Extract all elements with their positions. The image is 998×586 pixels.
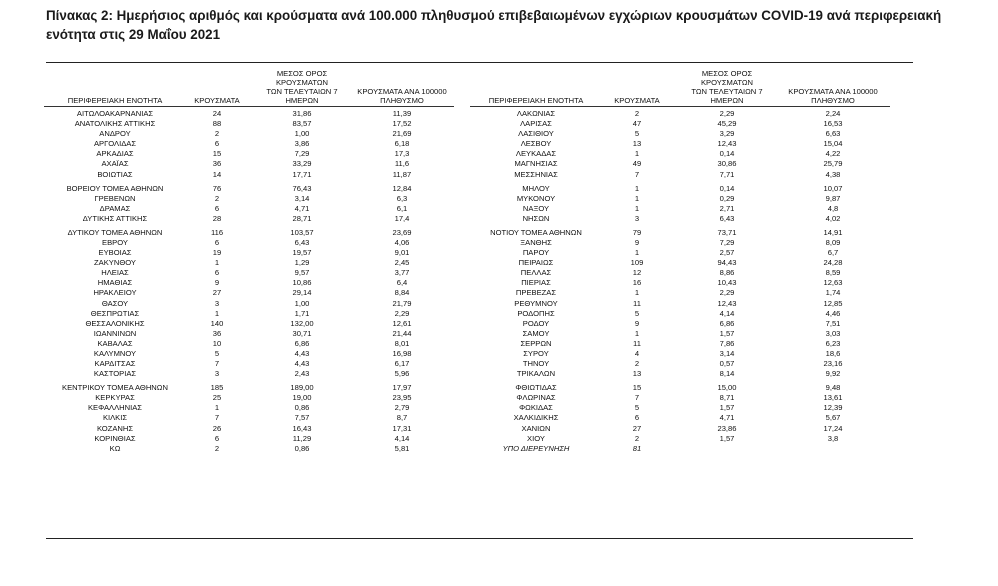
cases-cell: 7 [214,413,220,423]
cases-cell: 5 [634,308,640,318]
per100k-cell: 23,95 [392,393,412,403]
avg7-cell: 7,29 [719,237,735,247]
avg7-cell: 1,57 [719,403,735,413]
avg7-cell: 29,14 [292,288,312,298]
avg7-cell: 31,86 [292,109,312,118]
unit-cell: ΤΡΙΚΑΛΩΝ [516,369,556,379]
avg7-cell: 6,43 [719,213,735,223]
per100k-cell: 11,87 [392,169,412,179]
avg7-cell: 0,14 [719,149,735,159]
cases-cell: 1 [634,288,640,298]
per100k-cell: 9,48 [825,383,841,393]
unit-cell: ΡΟΔΟΠΗΣ [517,308,555,318]
per100k-cell: 5,96 [394,369,410,379]
cases-cell: 26 [212,423,222,433]
cases-cell: 109 [630,258,644,268]
cases-cell: 6 [214,433,220,443]
avg7-cell: 7,71 [719,169,735,179]
per100k-cell: 4,38 [825,169,841,179]
per100k-cell: 16,98 [392,348,412,358]
avg7-cell: 3,14 [294,193,310,203]
unit-cell: ΡΟΔΟΥ [522,318,550,328]
cases-cell: 6 [214,268,220,278]
avg7-cell: 45,29 [717,119,737,129]
cases-cell: 3 [214,369,220,379]
per100k-cell: 23,16 [823,359,843,369]
cases-cell: 2 [634,359,640,369]
avg7-cell: 12,43 [717,139,737,149]
cases-cell: 1 [214,308,220,318]
unit-cell: ΝΟΤΙΟΥ ΤΟΜΕΑ ΑΘΗΝΩΝ [490,227,582,237]
per100k-cell: 21,69 [392,129,412,139]
table-top-rule [46,62,913,63]
avg7-cell: 6,86 [294,338,310,348]
unit-cell: ΠΙΕΡΙΑΣ [521,278,551,288]
per100k-cell: 6,1 [396,203,408,213]
avg7-cell: 8,86 [719,268,735,278]
unit-cell: ΦΘΙΩΤΙΔΑΣ [515,383,557,393]
unit-cell: ΑΝΑΤΟΛΙΚΗΣ ΑΤΤΙΚΗΣ [74,119,156,129]
header-avg7: ΜΕΣΟΣ ΟΡΟΣ ΚΡΟΥΣΜΑΤΩΝ ΤΩΝ ΤΕΛΕΥΤΑΙΩΝ 7 ΗΜΕΡΩΝ [266,69,338,105]
unit-cell: ΖΑΚΥΝΘΟΥ [94,258,136,268]
unit-cell: ΚΟΡΙΝΘΙΑΣ [94,433,136,443]
per100k-cell: 14,91 [823,227,843,237]
avg7-cell: 11,29 [292,433,312,443]
avg7-cell: 103,57 [290,227,314,237]
cases-cell: 5 [634,403,640,413]
cases-cell: 36 [212,159,222,169]
unit-cell: ΠΡΕΒΕΖΑΣ [515,288,557,298]
unit-cell: ΛΕΥΚΑΔΑΣ [515,149,557,159]
per100k-cell: 21,79 [392,298,412,308]
cases-cell: 1 [634,203,640,213]
cases-cell: 5 [214,348,220,358]
unit-cell: ΓΡΕΒΕΝΩΝ [94,193,136,203]
cases-cell: 9 [634,237,640,247]
avg7-cell: 189,00 [290,383,314,393]
unit-cell: ΛΑΡΙΣΑΣ [520,119,552,129]
unit-cell: ΔΥΤΙΚΟΥ ΤΟΜΕΑ ΑΘΗΝΩΝ [67,227,163,237]
per100k-cell: 12,63 [823,278,843,288]
avg7-cell: 1,57 [719,433,735,443]
unit-cell: ΘΕΣΠΡΩΤΙΑΣ [90,308,140,318]
unit-cell: ΕΒΡΟΥ [102,237,128,247]
cases-cell: 1 [634,328,640,338]
unit-cell: ΙΩΑΝΝΙΝΩΝ [93,328,137,338]
header-cases: ΚΡΟΥΣΜΑΤΑ [614,96,660,105]
per100k-cell: 8,84 [394,288,410,298]
avg7-cell: 12,43 [717,298,737,308]
avg7-cell: 1,71 [294,308,310,318]
cases-cell: 6 [214,237,220,247]
per100k-cell: 11,39 [392,109,412,118]
cases-cell: 185 [210,383,224,393]
per100k-cell: 17,3 [394,149,410,159]
unit-cell: ΛΑΣΙΘΙΟΥ [518,129,554,139]
per100k-cell: 8,7 [396,413,408,423]
avg7-cell: 0,29 [719,193,735,203]
per100k-cell: 17,31 [392,423,412,433]
avg7-cell: 7,57 [294,413,310,423]
unit-cell: ΧΑΛΚΙΔΙΚΗΣ [513,413,559,423]
per100k-cell: 15,04 [823,139,843,149]
cases-cell: 9 [634,318,640,328]
cases-cell: 11 [633,338,641,348]
cases-cell: 12 [632,268,642,278]
per100k-cell: 5,67 [825,413,841,423]
avg7-cell: 2,71 [719,203,735,213]
unit-cell: ΜΑΓΝΗΣΙΑΣ [514,159,558,169]
cases-cell: 15 [212,149,222,159]
avg7-cell: 83,57 [292,119,312,129]
per100k-cell: 3,8 [827,433,839,443]
unit-cell: ΑΡΚΑΔΙΑΣ [96,149,134,159]
avg7-cell: 30,86 [717,159,737,169]
per100k-cell: 18,6 [825,348,841,358]
cases-cell: 2 [214,193,220,203]
avg7-cell: 10,43 [717,278,737,288]
per100k-cell: 17,4 [394,213,410,223]
cases-cell: 15 [632,383,642,393]
per100k-cell: 4,22 [825,149,841,159]
cases-cell: 6 [214,139,220,149]
cases-cell: 3 [634,213,640,223]
header-underline [470,106,890,107]
per100k-cell: 9,92 [825,369,841,379]
avg7-cell: 0,86 [294,403,310,413]
per100k-cell: 1,74 [825,288,841,298]
unit-cell: ΒΟΙΩΤΙΑΣ [97,169,133,179]
unit-cell: ΜΗΛΟΥ [522,183,550,193]
cases-cell: 27 [632,423,642,433]
per100k-cell: 12,61 [392,318,412,328]
avg7-cell: 1,00 [294,129,310,139]
per100k-cell: 8,09 [825,237,841,247]
avg7-cell: 2,29 [719,288,735,298]
per100k-cell: 6,18 [394,139,410,149]
avg7-cell: 94,43 [717,258,737,268]
header-per100k: ΚΡΟΥΣΜΑΤΑ ΑΝΑ 100000 ΠΛΗΘΥΣΜΟ [788,87,878,105]
cases-cell: 6 [214,203,220,213]
per100k-cell: 5,81 [394,443,410,453]
per100k-cell: 24,28 [823,258,843,268]
cases-cell: 1 [214,403,220,413]
per100k-cell: 23,69 [392,227,412,237]
cases-cell: 19 [212,248,222,258]
avg7-cell: 8,14 [719,369,735,379]
unit-cell: ΜΥΚΟΝΟΥ [516,193,556,203]
header-per100k: ΚΡΟΥΣΜΑΤΑ ΑΝΑ 100000 ΠΛΗΘΥΣΜΟ [357,87,447,105]
avg7-cell: 4,71 [719,413,735,423]
unit-cell: ΑΙΤΩΛΟΑΚΑΡΝΑΝΙΑΣ [76,109,154,118]
unit-cell: ΛΕΣΒΟΥ [520,139,552,149]
avg7-cell: 33,29 [292,159,312,169]
unit-cell: ΑΡΓΟΛΙΔΑΣ [93,139,137,149]
table-title: Πίνακας 2: Ημερήσιος αριθμός και κρούσματα ανά 100.000 πληθυσμού επιβεβαιωμένων εγχώριων κρουσμάτων COVID-19 ανά περιφερειακή ενότητα στις 29 Μαΐου 2021 [46,8,942,42]
cases-cell: 2 [214,443,220,453]
per100k-cell: 4,46 [825,308,841,318]
per100k-cell: 9,87 [825,193,841,203]
unit-cell: ΤΗΝΟΥ [522,359,550,369]
per100k-cell: 17,24 [823,423,843,433]
cases-cell: 14 [212,169,222,179]
per100k-cell: 2,24 [825,109,841,118]
avg7-cell: 3,86 [294,139,310,149]
per100k-cell: 9,01 [394,248,410,258]
cases-cell: 2 [634,109,640,118]
table-bottom-rule [46,538,913,539]
avg7-cell: 4,43 [294,348,310,358]
avg7-cell: 19,57 [292,248,312,258]
cases-cell: 116 [210,227,224,237]
header-cases: ΚΡΟΥΣΜΑΤΑ [194,96,240,105]
avg7-cell: 19,00 [292,393,312,403]
avg7-cell: 7,29 [294,149,310,159]
per100k-cell: 21,44 [392,328,412,338]
cases-cell: 88 [212,119,222,129]
cases-cell: 79 [632,227,642,237]
unit-cell: ΚΟΖΑΝΗΣ [96,423,134,433]
cases-cell: 1 [634,149,640,159]
per100k-cell: 4,06 [394,237,410,247]
avg7-cell: 3,14 [719,348,735,358]
cases-cell: 1 [634,193,640,203]
per100k-cell: 25,79 [823,159,843,169]
per100k-cell: 8,59 [825,268,841,278]
cases-cell: 81 [632,443,642,453]
avg7-cell: 4,43 [294,359,310,369]
per100k-cell: 3,77 [394,268,410,278]
unit-cell: ΘΕΣΣΑΛΟΝΙΚΗΣ [85,318,145,328]
avg7-cell: 17,71 [292,169,312,179]
avg7-cell: 73,71 [717,227,737,237]
cases-cell: 76 [212,183,222,193]
unit-cell: ΚΙΛΚΙΣ [102,413,128,423]
per100k-cell: 12,84 [392,183,412,193]
cases-cell: 7 [634,393,640,403]
avg7-cell: 0,86 [294,443,310,453]
per100k-cell: 6,17 [394,359,410,369]
unit-cell: ΑΝΔΡΟΥ [99,129,131,139]
unit-cell: ΡΕΘΥΜΝΟΥ [514,298,558,308]
cases-cell: 36 [212,328,222,338]
cases-cell: 16 [632,278,642,288]
unit-cell: ΞΑΝΘΗΣ [520,237,552,247]
unit-cell: ΧΑΝΙΩΝ [521,423,551,433]
unit-cell: ΠΑΡΟΥ [522,248,550,258]
cases-cell: 49 [632,159,642,169]
unit-cell: ΠΕΙΡΑΙΩΣ [518,258,554,268]
per100k-cell: 6,63 [825,129,841,139]
per100k-cell: 12,39 [823,403,843,413]
unit-cell: ΠΕΛΛΑΣ [520,268,552,278]
per100k-cell: 6,7 [827,248,839,258]
per100k-cell: 16,53 [823,119,843,129]
unit-cell: ΧΙΟΥ [527,433,545,443]
unit-cell: ΣΑΜΟΥ [522,328,550,338]
avg7-cell: 132,00 [290,318,314,328]
avg7-cell: 1,29 [294,258,310,268]
unit-cell: ΣΥΡΟΥ [523,348,549,358]
unit-cell: ΗΛΕΙΑΣ [101,268,129,278]
per100k-cell: 8,01 [394,338,410,348]
avg7-cell: 2,29 [719,109,735,118]
avg7-cell: 0,14 [719,183,735,193]
avg7-cell: 6,86 [719,318,735,328]
unit-cell: ΗΜΑΘΙΑΣ [97,278,133,288]
avg7-cell: 23,86 [717,423,737,433]
avg7-cell: 3,29 [719,129,735,139]
avg7-cell: 28,71 [292,213,312,223]
per100k-cell: 10,07 [823,183,843,193]
cases-cell: 13 [632,369,642,379]
avg7-cell: 76,43 [292,183,312,193]
unit-cell: ΚΕΝΤΡΙΚΟΥ ΤΟΜΕΑ ΑΘΗΝΩΝ [62,383,168,393]
per100k-cell: 4,02 [825,213,841,223]
cases-cell: 27 [212,288,222,298]
unit-cell: ΚΑΒΑΛΑΣ [97,338,133,348]
header-avg7: ΜΕΣΟΣ ΟΡΟΣ ΚΡΟΥΣΜΑΤΩΝ ΤΩΝ ΤΕΛΕΥΤΑΙΩΝ 7 ΗΜΕΡΩΝ [691,69,763,105]
cases-cell: 7 [214,359,220,369]
per100k-cell: 4,8 [827,203,839,213]
cases-cell: 1 [634,248,640,258]
avg7-cell: 9,57 [294,268,310,278]
per100k-cell: 6,4 [396,278,408,288]
cases-cell: 10 [212,338,222,348]
avg7-cell: 6,43 [294,237,310,247]
per100k-cell: 12,85 [823,298,843,308]
unit-cell: ΚΑΛΥΜΝΟΥ [93,348,137,358]
unit-cell: ΚΑΡΔΙΤΣΑΣ [94,359,136,369]
unit-cell: ΥΠΟ ΔΙΕΡΕΥΝΗΣΗ [502,443,570,453]
per100k-cell: 2,29 [394,308,410,318]
avg7-cell: 2,43 [294,369,310,379]
per100k-cell: 2,79 [394,403,410,413]
per100k-cell: 6,3 [396,193,408,203]
cases-cell: 1 [214,258,220,268]
cases-cell: 28 [212,213,222,223]
avg7-cell: 1,57 [719,328,735,338]
cases-cell: 1 [634,183,640,193]
cases-cell: 6 [634,413,640,423]
avg7-cell: 4,14 [719,308,735,318]
unit-cell: ΚΑΣΤΟΡΙΑΣ [93,369,137,379]
avg7-cell: 8,71 [719,393,735,403]
cases-cell: 11 [633,298,641,308]
cases-cell: 9 [214,278,220,288]
per100k-cell: 2,45 [394,258,410,268]
cases-cell: 24 [212,109,222,118]
avg7-cell: 15,00 [717,383,737,393]
per100k-cell: 13,61 [823,393,843,403]
unit-cell: ΝΗΣΩΝ [522,213,550,223]
per100k-cell: 17,52 [392,119,412,129]
cases-cell: 13 [632,139,642,149]
cases-cell: 25 [212,393,222,403]
unit-cell: ΕΥΒΟΙΑΣ [98,248,132,258]
cases-cell: 47 [632,119,642,129]
unit-cell: ΗΡΑΚΛΕΙΟΥ [93,288,137,298]
unit-cell: ΣΕΡΡΩΝ [520,338,552,348]
unit-cell: ΛΑΚΩΝΙΑΣ [516,109,556,118]
cases-cell: 7 [634,169,640,179]
cases-cell: 3 [214,298,220,308]
unit-cell: ΜΕΣΣΗΝΙΑΣ [514,169,558,179]
unit-cell: ΦΩΚΙΔΑΣ [519,403,553,413]
unit-cell: ΚΩ [109,443,121,453]
avg7-cell: 1,00 [294,298,310,308]
cases-cell: 4 [634,348,640,358]
unit-cell: ΒΟΡΕΙΟΥ ΤΟΜΕΑ ΑΘΗΝΩΝ [66,183,164,193]
unit-cell: ΘΑΣΟΥ [101,298,129,308]
avg7-cell: 7,86 [719,338,735,348]
cases-cell: 2 [214,129,220,139]
unit-cell: ΑΧΑΪΑΣ [101,159,129,169]
cases-cell: 140 [210,318,224,328]
unit-cell: ΚΕΦΑΛΛΗΝΙΑΣ [87,403,143,413]
header-unit: ΠΕΡΙΦΕΡΕΙΑΚΗ ΕΝΟΤΗΤΑ [67,96,163,105]
unit-cell: ΚΕΡΚΥΡΑΣ [95,393,135,403]
per100k-cell: 6,23 [825,338,841,348]
avg7-cell: 10,86 [292,278,312,288]
unit-cell: ΔΥΤΙΚΗΣ ΑΤΤΙΚΗΣ [82,213,148,223]
unit-cell: ΔΡΑΜΑΣ [99,203,131,213]
header-unit: ΠΕΡΙΦΕΡΕΙΑΚΗ ΕΝΟΤΗΤΑ [488,96,584,105]
cases-cell: 5 [634,129,640,139]
per100k-cell: 4,14 [394,433,410,443]
avg7-cell: 0,57 [719,359,735,369]
per100k-cell: 17,97 [392,383,412,393]
unit-cell: ΦΛΩΡΙΝΑΣ [516,393,556,403]
header-underline [44,106,454,107]
unit-cell: ΝΑΞΟΥ [522,203,550,213]
cases-cell: 2 [634,433,640,443]
per100k-cell: 3,03 [825,328,841,338]
avg7-cell: 16,43 [292,423,312,433]
avg7-cell: 4,71 [294,203,310,213]
avg7-cell: 2,57 [719,248,735,258]
per100k-cell: 7,51 [825,318,841,328]
per100k-cell: 11,6 [394,159,410,169]
avg7-cell: 30,71 [292,328,312,338]
